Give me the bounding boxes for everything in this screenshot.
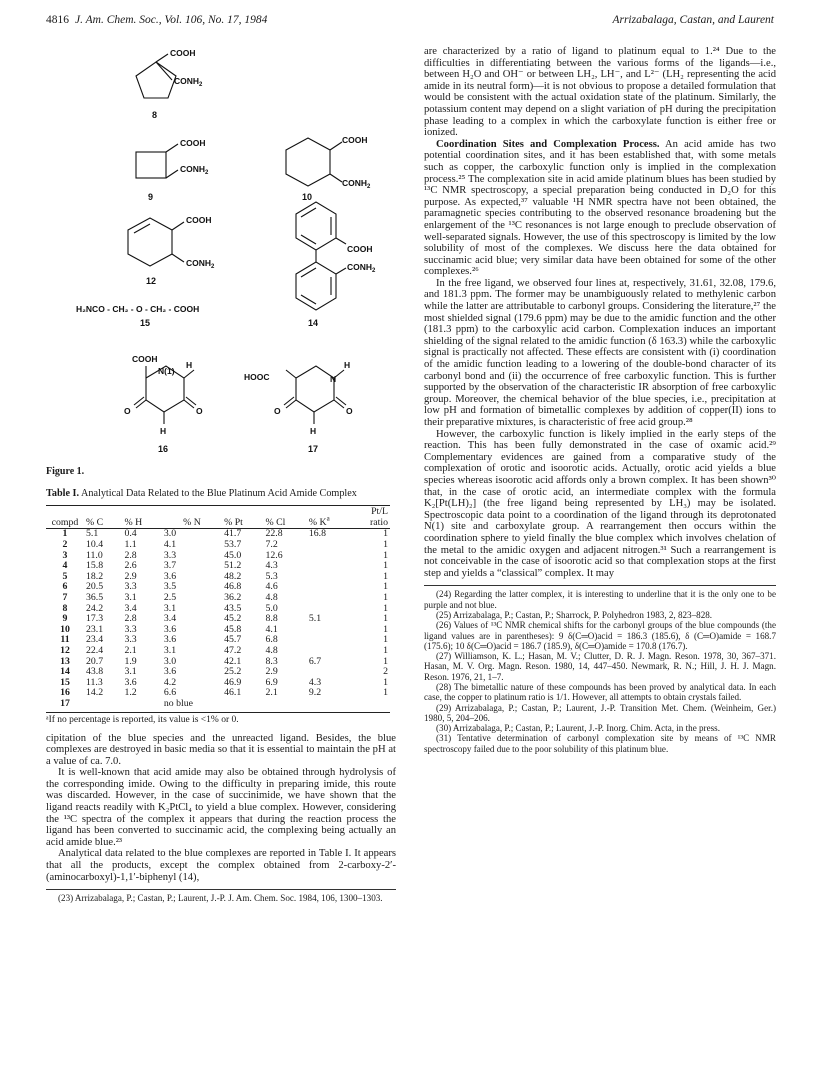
m16-o-right: O bbox=[196, 406, 203, 416]
table-cell: 1 bbox=[383, 602, 388, 614]
table-cell: 3.6 bbox=[124, 676, 137, 688]
table-cell: 7.2 bbox=[265, 539, 278, 550]
table-cell: 2.8 bbox=[124, 613, 137, 625]
table-cell: 16.8 bbox=[308, 528, 327, 540]
table-cell: 8.3 bbox=[265, 655, 278, 667]
table-cell: 1 bbox=[383, 560, 388, 572]
compound-id-cell: 16 bbox=[60, 687, 70, 699]
table-cell: 45.8 bbox=[224, 623, 242, 635]
table-cell: 20.5 bbox=[86, 581, 104, 593]
left-paragraph-2: It is well-known that acid amide may also be obtained through hydrolysis of the corresponding imide. Owing to the difficulty in preparing imide, this route was discarded. However, in the case of succinimide, we have shown that the ligand reacts readily with K₂PtCl₄ to yield a blue complex. However, considering the ¹³C spectra of the complex it appears that during the reaction process the ligand has been converted to succinamic acid, the complexing being actually an acid amide blue.²³ bbox=[46, 767, 396, 848]
right-paragraph-1: are characterized by a ratio of ligand to platinum equal to 1.²⁴ Due to the difficulties in differentiating between the various forms of the ligands—i.e., between H₂O and OH⁻ or between LH₂, LH⁻, and L²⁻ (LH₂ representing the acid amide in its neutral form)—it is not obvious to propose a detailed formulation that would be consistent with the actual oxidation state of the platinum. Similarly, the potassium content may depend on a slight variation of pH during the precipitation phase leading to a complex in which the carboxylate function is either free or ionized. bbox=[424, 46, 776, 139]
m17-o-left: O bbox=[274, 406, 281, 416]
table-cell bbox=[307, 699, 352, 712]
compound-id-cell: 11 bbox=[60, 634, 70, 646]
table-footnote: ᵃIf no percentage is reported, its value is <1% or 0. bbox=[46, 714, 239, 725]
m10-cooh: COOH bbox=[342, 135, 368, 145]
table-cell bbox=[307, 625, 352, 636]
table-cell: 11.0 bbox=[86, 549, 103, 561]
table-cell: 1.2 bbox=[124, 687, 137, 699]
table-cell: 3.1 bbox=[124, 591, 137, 603]
table-cell: 36.5 bbox=[86, 591, 104, 603]
table-cell bbox=[307, 551, 352, 562]
table-cell bbox=[307, 582, 352, 593]
table-cell: 6.9 bbox=[265, 676, 278, 688]
table-cell: 12.6 bbox=[265, 549, 283, 561]
table-cell: 15.8 bbox=[86, 560, 104, 572]
m16-n1: N(1) bbox=[158, 366, 175, 376]
left-column bbox=[46, 40, 396, 904]
section-heading: Coordination Sites and Complexation Process. bbox=[436, 138, 660, 150]
table-cell: 2.9 bbox=[265, 666, 278, 678]
m9-cooh: COOH bbox=[180, 138, 206, 148]
table-cell: 14.2 bbox=[86, 687, 104, 699]
table-cell bbox=[307, 646, 352, 657]
table-cell: 43.8 bbox=[86, 666, 104, 678]
compound-id-cell: 4 bbox=[62, 560, 68, 572]
th-pt: % Pt bbox=[224, 517, 243, 529]
structures-drawing bbox=[46, 40, 396, 480]
table-cell: 41.7 bbox=[224, 528, 242, 540]
table-row bbox=[46, 540, 390, 551]
m9-conh2: $CONH_2$ bbox=[180, 164, 209, 176]
table-row bbox=[46, 593, 390, 604]
compound-id-cell: 17 bbox=[60, 697, 70, 709]
table-cell: 5.1 bbox=[308, 613, 322, 625]
m8-ring bbox=[136, 62, 176, 98]
table-cell: 4.8 bbox=[265, 644, 278, 656]
analytical-data-table bbox=[46, 505, 390, 712]
table-cell: 4.3 bbox=[308, 676, 322, 688]
table-cell: 20.7 bbox=[86, 655, 104, 667]
right-paragraph-2: Coordination Sites and Complexation Process. An acid amide has two potential coordination sites, and it has been established that, with some metals such as copper, the carboxylic function only is implied in the complexation process.²⁵ The complexation site in acid amide platinum blues has been studied by ¹³C NMR spectroscopy, a special preparation being conducted in D₂O for this purpose. As expected,³⁷ valuable ¹H NMR spectra have not been obtained, the paramagnetic species contributing to the observed resonance broadening but the enlargement of the ¹³C resonances is not large enough to preclude observation of well-separated signals. However, the use of this spectroscopy is limited by the low solubility of most of the complexes. We discuss here the data obtained for succinamic acid blue; very similar data have been obtained for some of the other complexes.²⁶ bbox=[424, 138, 776, 278]
table-cell: 2 bbox=[383, 666, 388, 678]
table-cell: 2.5 bbox=[163, 591, 177, 603]
table-cell: 1.9 bbox=[124, 655, 137, 667]
table-cell: 3.3 bbox=[163, 549, 177, 561]
m10-ring bbox=[286, 138, 330, 186]
table-cell: 3.3 bbox=[124, 623, 137, 635]
table-cell: 1 bbox=[383, 539, 388, 550]
table-cell: 4.8 bbox=[265, 591, 278, 603]
table-cell: 1 bbox=[383, 634, 388, 646]
table-cell: 4.2 bbox=[163, 676, 177, 688]
table-cell: 5.1 bbox=[86, 528, 99, 540]
th-ratio: Pt/L ratio bbox=[370, 506, 388, 529]
table-caption: Table I. Analytical Data Related to the Blue Platinum Acid Amide Complex bbox=[46, 488, 357, 499]
m17-h-bottom: H bbox=[310, 426, 317, 436]
table-cell: 22.4 bbox=[86, 644, 104, 656]
table-cell: 1 bbox=[383, 549, 388, 561]
table-cell: 2.1 bbox=[124, 644, 137, 656]
journal-citation: J. Am. Chem. Soc., Vol. 106, No. 17, 1984 bbox=[75, 14, 268, 26]
table-row bbox=[46, 688, 390, 699]
label-17: 17 bbox=[308, 444, 319, 454]
footnote-25: (25) Arrizabalaga, P.; Castan, P.; Sharrock, P. Polyhedron 1983, 2, 823–828. bbox=[436, 609, 713, 620]
table-cell: 1 bbox=[383, 591, 388, 603]
table-cell: 3.0 bbox=[163, 655, 177, 667]
table-cell: 1 bbox=[383, 644, 388, 656]
footnote-24: (24) Regarding the latter complex, it is interesting to underline that it is the only one to be purple and not blue. bbox=[424, 589, 776, 610]
left-paragraph-1: cipitation of the blue species and the unreacted ligand. Besides, the blue complexes are destroyed in basic media so that it is essential to maintain the pH at a value of ca. 7.0. bbox=[46, 732, 396, 767]
table-cell bbox=[84, 699, 122, 712]
m17-ring bbox=[296, 366, 337, 412]
m14-cooh: COOH bbox=[347, 244, 373, 254]
table-row bbox=[46, 699, 390, 712]
m17-h-top: H bbox=[344, 360, 351, 370]
label-16: 16 bbox=[158, 444, 169, 454]
th-n: % N bbox=[183, 517, 201, 529]
table-cell: 1 bbox=[383, 570, 388, 582]
table-cell: 3.6 bbox=[163, 570, 177, 582]
table-cell: 23.1 bbox=[86, 623, 104, 635]
table-cell: 4.1 bbox=[163, 539, 177, 550]
table-cell: 22.8 bbox=[265, 528, 283, 540]
compound-id-cell: 9 bbox=[62, 613, 68, 625]
table-cell: 5.3 bbox=[265, 570, 278, 582]
table-cell: 3.3 bbox=[124, 634, 137, 646]
compound-id-cell: 13 bbox=[60, 655, 70, 667]
left-footnote-rule bbox=[46, 889, 396, 890]
th-h: % H bbox=[124, 517, 143, 529]
right-column bbox=[424, 46, 776, 754]
table-cell: 6.6 bbox=[163, 687, 177, 699]
running-header bbox=[46, 14, 774, 30]
th-c: % C bbox=[86, 517, 104, 529]
table-cell: 10.4 bbox=[86, 539, 104, 550]
table-cell: 5.0 bbox=[265, 602, 278, 614]
table-cell: 2.8 bbox=[124, 549, 137, 561]
footnote-27: (27) Williamson, K. L.; Hasan, M. V.; Clutter, D. R. J. Magn. Reson. 1978, 30, 367–371. Hasan, M. V. Org. Magn. Reson. 1980, 14, 447–450. Newmark, R. N.; Hill, J. H. J. Magn. Reson. 1976, 21, 1–7. bbox=[424, 651, 776, 682]
label-10: 10 bbox=[302, 192, 313, 202]
m10-conh2: $CONH_2$ bbox=[342, 178, 371, 190]
table-cell: 1 bbox=[383, 655, 388, 667]
table-cell bbox=[122, 699, 161, 712]
table-cell: 1 bbox=[383, 528, 388, 540]
m16-h-bottom: H bbox=[160, 426, 167, 436]
table-cell: 8.8 bbox=[265, 613, 278, 625]
table-cell: 23.4 bbox=[86, 634, 104, 646]
table-cell: 46.9 bbox=[224, 676, 242, 688]
m17-n: N bbox=[330, 374, 337, 384]
table-cell: 3.4 bbox=[124, 602, 137, 614]
label-15: 15 bbox=[140, 318, 151, 328]
table-cell: 11.3 bbox=[86, 676, 103, 688]
table-cell bbox=[222, 699, 263, 712]
table-cell: 36.2 bbox=[224, 591, 242, 603]
footnote-26: (26) Values of ¹³C NMR chemical shifts for the carbonyl groups of the blue compounds (the ligand values are in parentheses): 9 δ(C═O)acid = 186.3 (185.6), δ (C═O)amide = 168.7 (175.6); 10 δ(C═O)acid = 186.7 (185.9), δ(C═O)amide = 170.8 (176.7). bbox=[424, 620, 776, 651]
compound-id-cell: 1 bbox=[62, 528, 68, 540]
m12-conh2: $CONH_2$ bbox=[186, 258, 215, 270]
footnote-29: (29) Arrizabalaga, P.; Castan, P.; Laurent, J.-P. Transition Met. Chem. (Weinheim, Ger.) 1980, 5, 204–206. bbox=[424, 702, 776, 723]
m16-cooh: COOH bbox=[132, 354, 158, 364]
table-cell: no blue bbox=[163, 697, 193, 709]
table-cell: 2.6 bbox=[124, 560, 137, 572]
table-cell: 17.3 bbox=[86, 613, 104, 625]
table-cell: 51.2 bbox=[224, 560, 242, 572]
figure-caption: Figure 1. bbox=[46, 466, 85, 477]
table-cell: 24.2 bbox=[86, 602, 104, 614]
table-cell: 4.1 bbox=[265, 623, 278, 635]
table-cell bbox=[307, 540, 352, 551]
table-cell: 45.7 bbox=[224, 634, 242, 646]
table-cell: 43.5 bbox=[224, 602, 242, 614]
table-cell: 3.1 bbox=[163, 602, 177, 614]
compound-id-cell: 10 bbox=[60, 623, 70, 635]
m17-o-right: O bbox=[346, 406, 353, 416]
compound-id-cell: 8 bbox=[62, 602, 68, 614]
table-cell: 3.6 bbox=[163, 634, 177, 646]
table-cell: 3.1 bbox=[124, 666, 137, 678]
table-cell bbox=[307, 572, 352, 583]
table-cell: 42.1 bbox=[224, 655, 242, 667]
footnote-23: (23) Arrizabalaga, P.; Castan, P.; Laurent, J.-P. J. Am. Chem. Soc. 1984, 106, 1300–1303. bbox=[58, 893, 383, 904]
compound-id-cell: 6 bbox=[62, 581, 68, 593]
table-cell: 1 bbox=[383, 623, 388, 635]
table-cell: 2.9 bbox=[124, 570, 137, 582]
table-cell: 6.8 bbox=[265, 634, 278, 646]
table-cell: 45.2 bbox=[224, 613, 242, 625]
label-14: 14 bbox=[308, 318, 319, 328]
table-cell: 3.0 bbox=[163, 528, 177, 540]
table-header-row bbox=[46, 506, 390, 529]
compound-id-cell: 7 bbox=[62, 591, 68, 603]
table-cell: 3.5 bbox=[163, 581, 177, 593]
right-footnote-rule bbox=[424, 585, 776, 586]
header-left bbox=[46, 14, 267, 26]
footnote-30: (30) Arrizabalaga, P.; Castan, P.; Laurent, J.-P. Inorg. Chim. Acta, in the press. bbox=[436, 723, 720, 734]
page-number: 4816 bbox=[46, 14, 69, 26]
table-cell: 3.4 bbox=[163, 613, 177, 625]
table-cell: 3.6 bbox=[163, 666, 177, 678]
th-compd: compd bbox=[51, 517, 79, 529]
table-cell: 0.4 bbox=[124, 528, 137, 540]
m16-h-top: H bbox=[186, 360, 193, 370]
table-cell: 3.6 bbox=[163, 623, 177, 635]
table-cell: 53.7 bbox=[224, 539, 242, 550]
m14-ring-bottom bbox=[296, 262, 336, 310]
compound-id-cell: 3 bbox=[62, 549, 68, 561]
right-paragraph-4: However, the carboxylic function is likely implied in the early steps of the reaction. This has been fully demonstrated in the case of oxamic acid.²⁹ Complementary evidences are gained from a comparative study of the complexation of orotic and isoorotic acids. Actually, orotic acid yields a blue species whereas isoorotic acid affords only a brown complex. It has been shown³⁰ that, in the case of orotic acid, an intermediate complex with the formula K₂[Pt(LH)₂] (the free ligand being represented by LH₃) may be isolated. Spectroscopic data point to a coordination of the ligand through its deprotonated N(1) site and carboxylate group. A rearrangement then occurs within the coordination sphere to yield finally the blue complex which involves chelation of the metal to the amidic oxygen and adjacent nitrogen.³¹ Such a rearrangement is not conceivable in the case of isoorotic acid so that complexation stops at the first step and yields a “classical” complex. It may bbox=[424, 428, 776, 579]
table-cell bbox=[352, 699, 390, 712]
table-cell: 4.6 bbox=[265, 581, 278, 593]
m15-formula: H₂NCO - CH₂ - O - CH₂ - COOH bbox=[76, 304, 200, 314]
m12-ring bbox=[128, 218, 172, 266]
table-cell: 46.8 bbox=[224, 581, 242, 593]
m8-conh2: $CONH_2$ bbox=[174, 76, 203, 88]
compound-id-cell: 12 bbox=[60, 644, 70, 656]
table-cell: 9.2 bbox=[308, 687, 322, 699]
m16-o-left: O bbox=[124, 406, 131, 416]
table-cell: 3.3 bbox=[124, 581, 137, 593]
compound-id-cell: 15 bbox=[60, 676, 70, 688]
table-row bbox=[46, 646, 390, 657]
table-cell: 4.3 bbox=[265, 560, 278, 572]
header-authors: Arrizabalaga, Castan, and Laurent bbox=[612, 14, 774, 26]
table-cell: 1 bbox=[383, 613, 388, 625]
table-cell: 46.1 bbox=[224, 687, 242, 699]
m14-conh2: $CONH_2$ bbox=[347, 262, 376, 274]
th-cl: % Cl bbox=[265, 517, 286, 529]
m17-hooc: HOOC bbox=[244, 372, 270, 382]
compound-id-cell: 2 bbox=[62, 539, 68, 550]
table-cell: 1 bbox=[383, 581, 388, 593]
compound-id-cell: 5 bbox=[62, 570, 68, 582]
table-cell bbox=[307, 635, 352, 646]
left-paragraph-3: Analytical data related to the blue complexes are reported in Table I. It appears that all the products, except the complex obtained from 2-carboxy-2′-(aminocarboxyl)-1,1′-biphenyl (14), bbox=[46, 848, 396, 883]
table-cell: 48.2 bbox=[224, 570, 242, 582]
table-cell: 1 bbox=[383, 676, 388, 688]
footnote-28: (28) The bimetallic nature of these compounds has been proved by analytical data. In each case, the copper to platinum ratio is 1/1. However, all attempts to obtain crystals failed. bbox=[424, 681, 776, 703]
table-cell: 18.2 bbox=[86, 570, 104, 582]
label-12: 12 bbox=[146, 276, 157, 286]
right-paragraph-3: In the free ligand, we observed four lines at, respectively, 31.61, 32.08, 179.6, and 181.3 ppm. The former may be unambiguously related to methylenic carbon while the latter are attributable to carbonyl groups. Considering the literature,²⁷ the most shielded signal (179.6 ppm) may be due to the amidic function and the other (181.3 ppm) to the carboxylic acid carbon. Complexation induces an important shielding of the signal related to the amidic function (δ 163.3) while the carboxylic signal is practically not affected. These effects are consistent with (i) coordination of the amidic function leading to a lowering of the double-bond character of its carbonyl bond and (ii) the occurrence of free carboxylic function. This is further supported by the observation of the characteristic IR absorption of free carboxylic group. Moreover, the chemical behavior of the blue species, i.e., precipitation at low pH and formation of bimetallic complexes by addition of copper(II) ions to their preparative mixtures, is characteristic of free acid group.²⁸ bbox=[424, 277, 776, 428]
m14-ring-top bbox=[296, 202, 336, 250]
table-cell bbox=[263, 699, 306, 712]
table-cell: 47.2 bbox=[224, 644, 242, 656]
figure-1 bbox=[46, 40, 396, 480]
table-cell: 25.2 bbox=[224, 666, 242, 678]
label-8: 8 bbox=[152, 110, 158, 120]
table-cell bbox=[307, 561, 352, 572]
table-cell: 1 bbox=[383, 687, 388, 699]
table-cell: 6.7 bbox=[308, 655, 322, 667]
m12-cooh: COOH bbox=[186, 215, 212, 225]
th-k: % $K^a$ bbox=[308, 515, 330, 529]
label-9: 9 bbox=[148, 192, 154, 202]
compound-id-cell: 14 bbox=[60, 666, 70, 678]
table-cell: 3.7 bbox=[163, 560, 177, 572]
table-cell bbox=[307, 593, 352, 604]
m8-cooh: COOH bbox=[170, 48, 196, 58]
table-cell: 2.1 bbox=[265, 687, 278, 699]
table-cell: 1.1 bbox=[124, 539, 137, 550]
table-cell: 45.0 bbox=[224, 549, 242, 561]
footnote-31: (31) Tentative determination of carbonyl complexation site by means of ¹³C NMR spectroscopy failed due to the poor solubility of this platinum blue. bbox=[424, 733, 776, 754]
table-cell: 3.1 bbox=[163, 644, 177, 656]
